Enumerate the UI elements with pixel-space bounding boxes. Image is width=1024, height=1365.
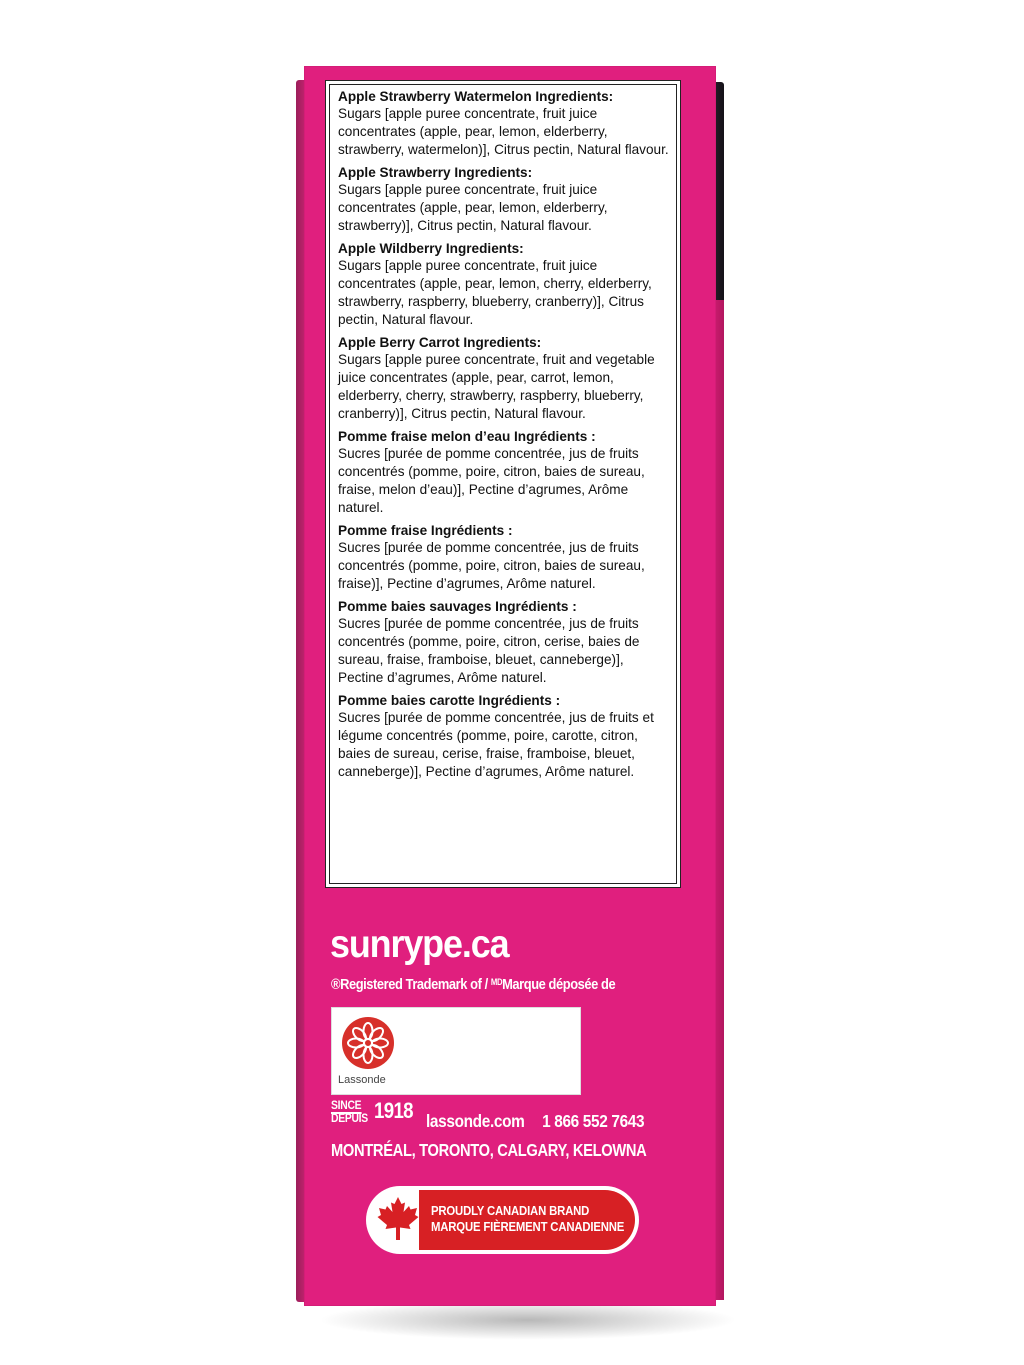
ingredient-title: Pomme baies carotte Ingrédients : <box>338 693 561 708</box>
trademark-md: MD <box>490 977 503 987</box>
ingredient-text: Sucres [purée de pomme concentrée, jus de fruits concentrés (pomme, poire, citron, cerise, baies de sureau, fraise, framboise, bleuet, canneberge)], Pectine d’agrumes, Arôme naturel. <box>338 616 640 685</box>
maple-leaf-icon <box>374 1194 422 1246</box>
badge-text-fr: MARQUE FIÈREMENT CANADIENNE <box>431 1219 625 1234</box>
ingredient-text: Sucres [purée de pomme concentrée, jus de fruits et légume concentrés (pomme, poire, carotte, citron, baies de sureau, cerise, fraise, framboise, bleuet, canneberge)], Pectine d’agrumes, Arôme naturel. <box>338 710 654 779</box>
founding-year: 1918 <box>374 1098 413 1123</box>
badge-text <box>431 1203 624 1235</box>
ingredient-text: Sugars [apple puree concentrate, fruit juice concentrates (apple, pear, lemon, cherry, elderberry, strawberry, raspberry, blueberry, cranberry)], Citrus pectin, Natural flavour. <box>338 258 652 327</box>
contact-line <box>426 1111 644 1132</box>
badge-banner <box>419 1190 635 1250</box>
lassonde-logo-panel <box>331 1007 581 1095</box>
ingredient-section <box>338 164 670 235</box>
company-website: lassonde.com <box>426 1111 525 1131</box>
trademark-fr: Marque déposée de <box>502 976 616 993</box>
ingredient-section <box>338 428 670 517</box>
ingredient-title: Apple Wildberry Ingredients: <box>338 241 524 256</box>
phone-number: 1 866 552 7643 <box>542 1111 645 1131</box>
ingredient-section <box>338 88 670 159</box>
since-label <box>331 1101 368 1125</box>
ingredient-text: Sugars [apple puree concentrate, fruit juice concentrates (apple, pear, lemon, elderberry, strawberry, watermelon)], Citrus pectin, Natural flavour. <box>338 106 669 157</box>
flower-logo-icon <box>342 1017 394 1069</box>
ingredient-title: Pomme fraise melon d’eau Ingrédients : <box>338 429 596 444</box>
trademark-notice <box>331 976 615 993</box>
floor-shadow <box>318 1300 738 1340</box>
since-fr: DEPUIS <box>331 1113 368 1125</box>
trademark-en: ®Registered Trademark of / <box>331 976 488 993</box>
ingredient-section <box>338 598 670 687</box>
since-en: SINCE <box>331 1100 362 1112</box>
ingredient-section <box>338 240 670 329</box>
ingredient-section <box>338 522 670 593</box>
badge-text-en: PROUDLY CANADIAN BRAND <box>431 1203 590 1218</box>
ingredient-section <box>338 692 670 781</box>
ingredient-text: Sugars [apple puree concentrate, fruit juice concentrates (apple, pear, lemon, elderberry, strawberry)], Citrus pectin, Natural flavour. <box>338 182 608 233</box>
ingredients-panel <box>325 80 681 888</box>
logo-label: Lassonde <box>338 1074 386 1086</box>
ingredient-title: Apple Strawberry Ingredients: <box>338 165 533 180</box>
ingredient-text: Sucres [purée de pomme concentrée, jus de fruits concentrés (pomme, poire, citron, baies de sureau, fraise)], Pectine d’agrumes, Arôme naturel. <box>338 540 645 591</box>
ingredient-title: Pomme fraise Ingrédients : <box>338 523 513 538</box>
ingredient-text: Sucres [purée de pomme concentrée, jus de fruits concentrés (pomme, poire, citron, baies de sureau, fraise, melon d’eau)], Pectine d’agrumes, Arôme naturel. <box>338 446 645 515</box>
ingredient-section <box>338 334 670 423</box>
ingredient-title: Apple Berry Carrot Ingredients: <box>338 335 542 350</box>
ingredient-title: Apple Strawberry Watermelon Ingredients: <box>338 89 614 104</box>
cities-list: MONTRÉAL, TORONTO, CALGARY, KELOWNA <box>331 1140 647 1160</box>
ingredient-title: Pomme baies sauvages Ingrédients : <box>338 599 577 614</box>
ingredient-text: Sugars [apple puree concentrate, fruit and vegetable juice concentrates (apple, pear, carrot, lemon, elderberry, cherry, strawberry, raspberry, blueberry, cranberry)], Citrus pectin, Natural flavour. <box>338 352 655 421</box>
website-url: sunrype.ca <box>330 923 509 966</box>
canadian-brand-badge <box>366 1186 639 1254</box>
